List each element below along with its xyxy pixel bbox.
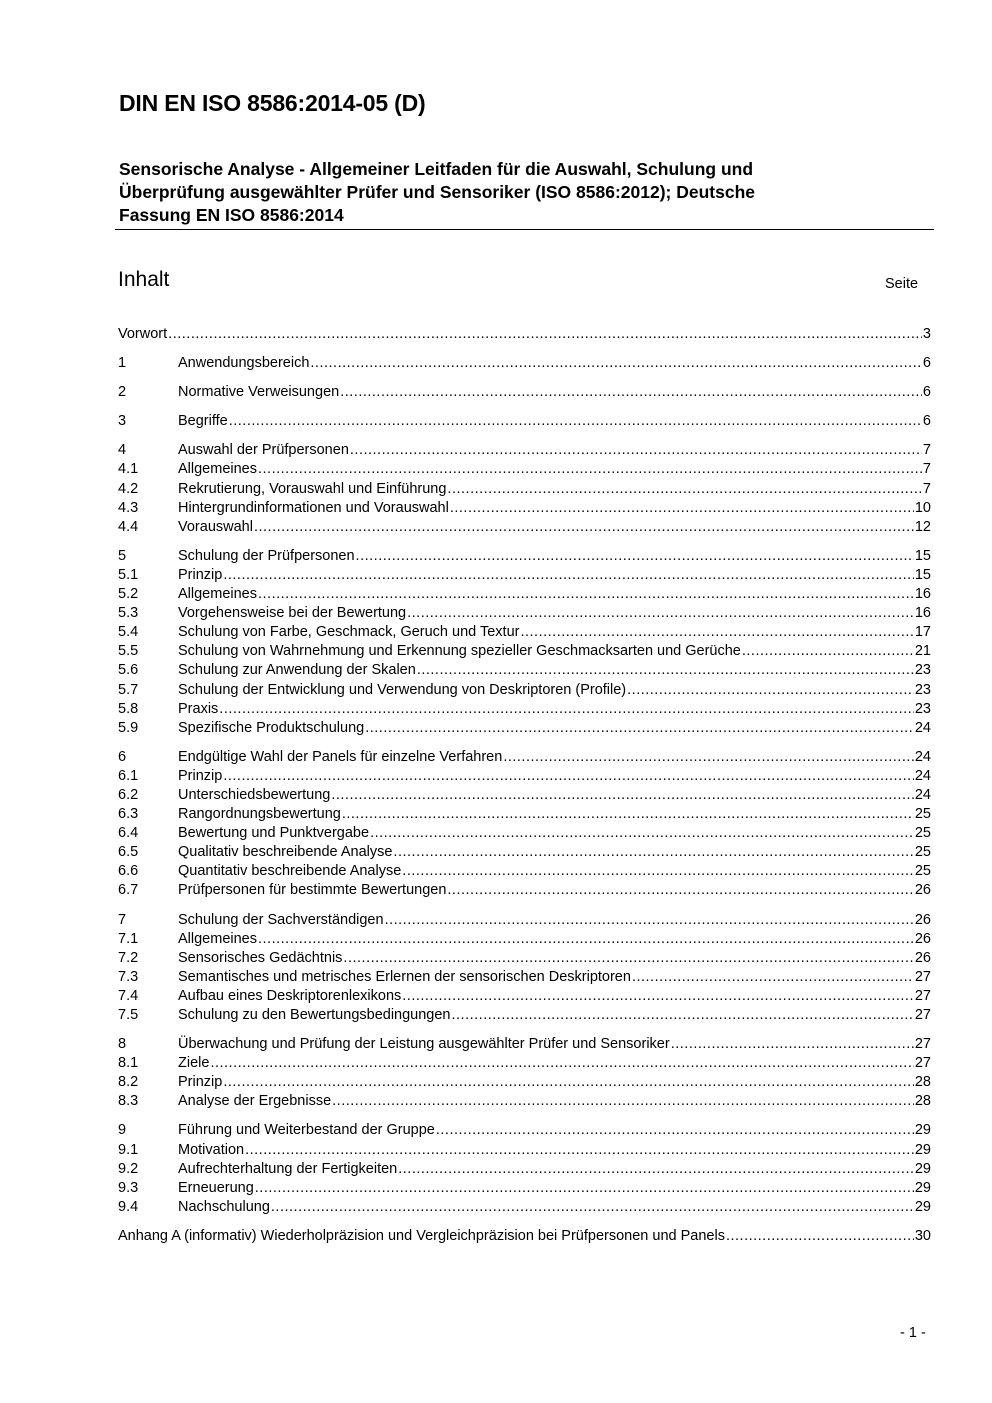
toc-leader-dots xyxy=(255,1179,914,1198)
toc-entry[interactable] xyxy=(118,862,931,881)
toc-leader-dots xyxy=(503,748,914,767)
toc-leader-dots xyxy=(402,862,914,881)
toc-entry-title: Ziele xyxy=(178,1055,210,1072)
toc-entry-page: 26 xyxy=(914,949,931,966)
toc-entry-page: 27 xyxy=(914,968,931,985)
toc-leader-dots xyxy=(627,681,914,700)
toc-entry[interactable] xyxy=(118,1006,931,1025)
toc-entry-title: Praxis xyxy=(178,700,219,717)
toc-entry[interactable] xyxy=(118,566,931,585)
toc-leader-dots xyxy=(520,623,913,642)
toc-entry-title: Rangordnungsbewertung xyxy=(178,806,341,823)
toc-entry-number: 6.6 xyxy=(118,863,139,880)
toc-entry-title: Schulung zur Anwendung der Skalen xyxy=(178,662,416,679)
toc-entry-page: 15 xyxy=(914,547,931,564)
toc-entry-number: 8 xyxy=(118,1036,127,1053)
toc-entry-title: Schulung von Wahrnehmung und Erkennung spezieller Geschmacksarten und Gerüche xyxy=(178,643,741,660)
toc-entry-title: Begriffe xyxy=(178,413,228,430)
toc-entry[interactable] xyxy=(118,987,931,1006)
toc-entry[interactable] xyxy=(118,642,931,661)
toc-entry-title: Führung und Weiterbestand der Gruppe xyxy=(178,1122,435,1139)
toc-entry-title: Prinzip xyxy=(178,566,223,583)
toc-entry-page: 26 xyxy=(914,930,931,947)
toc-entry-page: 16 xyxy=(914,605,931,622)
toc-entry[interactable] xyxy=(118,911,931,930)
toc-entry-title: Anhang A (informativ) Wiederholpräzision und Vergleichpräzision bei Prüfpersonen und Panels xyxy=(118,1227,725,1244)
toc-entry-page: 26 xyxy=(914,911,931,928)
toc-entry-page: 28 xyxy=(914,1074,931,1091)
toc-heading: Inhalt xyxy=(118,268,170,291)
toc-leader-dots xyxy=(310,354,922,373)
toc-entry-title: Prinzip xyxy=(178,1074,223,1091)
toc-leader-dots xyxy=(447,480,922,499)
page-number: - 1 - xyxy=(900,1325,926,1341)
toc-entry[interactable] xyxy=(118,719,931,738)
toc-entry[interactable] xyxy=(118,1160,931,1179)
toc-entry-page: 7 xyxy=(922,461,931,478)
toc-entry-title: Semantisches und metrisches Erlernen der sensorischen Deskriptoren xyxy=(178,968,631,985)
toc-entry-number: 6.4 xyxy=(118,825,139,842)
toc-entry-title: Schulung der Prüfpersonen xyxy=(178,547,355,564)
toc-leader-dots xyxy=(726,1227,914,1246)
toc-entry-number: 9 xyxy=(118,1122,127,1139)
table-of-contents xyxy=(118,325,931,1246)
toc-entry-number: 8.1 xyxy=(118,1055,139,1072)
toc-entry-page: 15 xyxy=(914,566,931,583)
toc-leader-dots xyxy=(365,719,914,738)
toc-entry-number: 7.5 xyxy=(118,1007,139,1023)
toc-entry-page: 17 xyxy=(914,624,931,641)
toc-entry-title: Erneuerung xyxy=(178,1179,254,1196)
subtitle-line: Überprüfung ausgewählter Prüfer und Sensoriker (ISO 8586:2012); Deutsche xyxy=(119,182,756,202)
toc-entry[interactable] xyxy=(118,383,931,402)
toc-entry-title: Hintergrundinformationen und Vorauswahl xyxy=(178,499,449,516)
toc-entry-page: 21 xyxy=(914,643,931,660)
toc-entry[interactable] xyxy=(118,325,931,344)
toc-entry[interactable] xyxy=(118,1121,931,1140)
toc-entry-title: Sensorisches Gedächtnis xyxy=(178,949,343,966)
toc-entry-number: 5.7 xyxy=(118,681,139,698)
toc-leader-dots xyxy=(671,1035,914,1054)
toc-entry-page: 23 xyxy=(914,700,931,717)
toc-entry-number: 7.2 xyxy=(118,949,139,966)
toc-entry-title: Endgültige Wahl der Panels für einzelne Verfahren xyxy=(178,748,503,765)
toc-leader-dots xyxy=(258,585,914,604)
toc-entry-page: 27 xyxy=(914,1055,931,1072)
toc-leader-dots xyxy=(398,1160,914,1179)
toc-leader-dots xyxy=(340,383,922,402)
toc-entry-title: Unterschiedsbewertung xyxy=(178,786,331,803)
toc-entry[interactable] xyxy=(118,786,931,805)
toc-entry[interactable] xyxy=(118,700,931,719)
toc-entry[interactable] xyxy=(118,1054,931,1073)
toc-entry[interactable] xyxy=(118,824,931,843)
toc-entry-number: 5.8 xyxy=(118,700,139,717)
toc-entry-number: 3 xyxy=(118,413,127,430)
toc-entry-title: Qualitativ beschreibende Analyse xyxy=(178,844,393,861)
toc-entry-number: 4.3 xyxy=(118,499,139,516)
toc-entry[interactable] xyxy=(118,441,931,460)
toc-entry[interactable] xyxy=(118,1198,931,1217)
toc-leader-dots xyxy=(452,1006,914,1025)
toc-entry-title: Prüfpersonen für bestimmte Bewertungen xyxy=(178,882,447,899)
toc-entry[interactable] xyxy=(118,1073,931,1092)
toc-entry-title: Motivation xyxy=(178,1141,245,1158)
toc-entry-title: Rekrutierung, Vorauswahl und Einführung xyxy=(178,480,447,497)
toc-leader-dots xyxy=(223,566,914,585)
toc-entry-number: 7.1 xyxy=(118,930,139,947)
toc-entry-number: 5.5 xyxy=(118,643,139,660)
toc-entry[interactable] xyxy=(118,623,931,642)
toc-entry-number: 7.4 xyxy=(118,987,139,1004)
toc-entry[interactable] xyxy=(118,604,931,623)
toc-leader-dots xyxy=(350,441,922,460)
toc-entry-number: 5.2 xyxy=(118,586,139,603)
toc-leader-dots xyxy=(229,412,922,431)
toc-entry-title: Auswahl der Prüfpersonen xyxy=(178,442,349,459)
toc-entry[interactable] xyxy=(118,930,931,949)
toc-entry-number: 6 xyxy=(118,748,127,765)
toc-entry[interactable] xyxy=(118,767,931,786)
toc-entry-page: 29 xyxy=(914,1122,931,1139)
toc-entry[interactable] xyxy=(118,1179,931,1198)
toc-entry-page: 6 xyxy=(922,355,931,372)
toc-leader-dots xyxy=(210,1054,913,1073)
toc-entry[interactable] xyxy=(118,881,931,900)
toc-leader-dots xyxy=(407,604,914,623)
toc-entry-title: Normative Verweisungen xyxy=(178,384,340,401)
toc-entry-number: 9.4 xyxy=(118,1198,139,1215)
toc-entry-title: Prinzip xyxy=(178,767,223,784)
toc-entry-page: 16 xyxy=(914,586,931,603)
toc-leader-dots xyxy=(417,661,914,680)
toc-entry-page: 3 xyxy=(922,326,931,342)
toc-entry-number: 7 xyxy=(118,911,127,928)
toc-entry-number: 4.2 xyxy=(118,480,139,497)
toc-entry[interactable] xyxy=(118,968,931,987)
toc-leader-dots xyxy=(450,499,914,518)
toc-entry-number: 6.1 xyxy=(118,767,139,784)
toc-entry[interactable] xyxy=(118,949,931,968)
toc-entry-number: 5.9 xyxy=(118,719,139,736)
toc-leader-dots xyxy=(258,460,922,479)
toc-entry-page: 30 xyxy=(914,1227,931,1244)
toc-leader-dots xyxy=(356,547,914,566)
toc-entry-title: Spezifische Produktschulung xyxy=(178,719,365,736)
toc-leader-dots xyxy=(332,1092,914,1111)
toc-entry[interactable] xyxy=(118,585,931,604)
toc-entry-title: Aufrechterhaltung der Fertigkeiten xyxy=(178,1160,398,1177)
toc-entry-number: 5.1 xyxy=(118,566,139,583)
toc-entry-page: 25 xyxy=(914,806,931,823)
toc-leader-dots xyxy=(402,987,914,1006)
toc-leader-dots xyxy=(271,1198,914,1217)
toc-entry-title: Vorwort xyxy=(118,326,168,342)
toc-entry-title: Anwendungsbereich xyxy=(178,355,310,372)
toc-entry-title: Aufbau eines Deskriptorenlexikons xyxy=(178,987,402,1004)
toc-entry-title: Schulung zu den Bewertungsbedingungen xyxy=(178,1007,451,1023)
toc-entry-number: 4.1 xyxy=(118,461,139,478)
toc-entry[interactable] xyxy=(118,460,931,479)
toc-entry-number: 5 xyxy=(118,547,127,564)
toc-entry-page: 28 xyxy=(914,1093,931,1110)
toc-leader-dots xyxy=(436,1121,914,1140)
toc-entry-page: 25 xyxy=(914,825,931,842)
toc-entry-number: 8.2 xyxy=(118,1074,139,1091)
toc-leader-dots xyxy=(223,767,914,786)
toc-entry[interactable] xyxy=(118,1227,931,1246)
toc-entry-title: Nachschulung xyxy=(178,1198,270,1215)
toc-entry-page: 23 xyxy=(914,662,931,679)
toc-entry-page: 25 xyxy=(914,844,931,861)
document-title: DIN EN ISO 8586:2014-05 (D) xyxy=(119,90,426,116)
toc-entry-number: 7.3 xyxy=(118,968,139,985)
toc-entry-page: 24 xyxy=(914,786,931,803)
toc-entry[interactable] xyxy=(118,661,931,680)
toc-entry-title: Vorauswahl xyxy=(178,518,253,535)
toc-entry-page: 29 xyxy=(914,1198,931,1215)
toc-entry-page: 27 xyxy=(914,987,931,1004)
toc-leader-dots xyxy=(343,949,913,968)
toc-entry-page: 24 xyxy=(914,767,931,784)
toc-leader-dots xyxy=(331,786,914,805)
toc-entry-page: 29 xyxy=(914,1160,931,1177)
toc-entry-number: 9.2 xyxy=(118,1160,139,1177)
toc-entry-title: Analyse der Ergebnisse xyxy=(178,1093,332,1110)
subtitle-line: Sensorische Analyse - Allgemeiner Leitfaden für die Auswahl, Schulung und xyxy=(119,159,754,179)
toc-entry-page: 27 xyxy=(914,1036,931,1053)
toc-entry-number: 4.4 xyxy=(118,518,139,535)
toc-entry[interactable] xyxy=(118,1141,931,1160)
toc-entry-number: 6.3 xyxy=(118,806,139,823)
toc-entry[interactable] xyxy=(118,412,931,431)
subtitle-line: Fassung EN ISO 8586:2014 xyxy=(119,205,344,225)
toc-entry-page: 12 xyxy=(914,518,931,535)
toc-entry-page: 29 xyxy=(914,1141,931,1158)
toc-entry[interactable] xyxy=(118,547,931,566)
toc-entry-page: 24 xyxy=(914,719,931,736)
toc-leader-dots xyxy=(245,1141,914,1160)
toc-entry-title: Bewertung und Punktvergabe xyxy=(178,825,370,842)
toc-entry-page: 24 xyxy=(914,748,931,765)
toc-entry-title: Vorgehensweise bei der Bewertung xyxy=(178,605,407,622)
toc-entry[interactable] xyxy=(118,843,931,862)
toc-leader-dots xyxy=(223,1073,914,1092)
toc-entry-page: 23 xyxy=(914,681,931,698)
toc-entry-title: Quantitativ beschreibende Analyse xyxy=(178,863,402,880)
toc-page-column-label: Seite xyxy=(885,276,919,292)
toc-leader-dots xyxy=(342,805,914,824)
toc-entry-page: 29 xyxy=(914,1179,931,1196)
toc-leader-dots xyxy=(447,881,913,900)
toc-entry[interactable] xyxy=(118,1035,931,1054)
toc-entry-number: 5.3 xyxy=(118,605,139,622)
toc-entry[interactable] xyxy=(118,499,931,518)
toc-entry-number: 5.4 xyxy=(118,624,139,641)
toc-leader-dots xyxy=(385,911,914,930)
toc-leader-dots xyxy=(219,700,914,719)
toc-leader-dots xyxy=(742,642,914,661)
toc-entry-title: Schulung der Entwicklung und Verwendung von Deskriptoren (Profile) xyxy=(178,681,627,698)
toc-entry[interactable] xyxy=(118,518,931,537)
toc-entry-page: 27 xyxy=(914,1007,931,1023)
toc-leader-dots xyxy=(254,518,914,537)
toc-entry-page: 6 xyxy=(922,384,931,401)
toc-entry-title: Allgemeines xyxy=(178,461,257,478)
toc-entry-number: 9.3 xyxy=(118,1179,139,1196)
toc-entry[interactable] xyxy=(118,748,931,767)
toc-entry-title: Überwachung und Prüfung der Leistung ausgewählter Prüfer und Sensoriker xyxy=(178,1036,670,1053)
toc-entry[interactable] xyxy=(118,480,931,499)
toc-leader-dots xyxy=(632,968,914,987)
toc-entry-number: 9.1 xyxy=(118,1141,139,1158)
toc-entry[interactable] xyxy=(118,805,931,824)
toc-entry[interactable] xyxy=(118,1092,931,1111)
toc-leader-dots xyxy=(168,325,922,344)
toc-entry-number: 8.3 xyxy=(118,1093,139,1110)
toc-entry-title: Allgemeines xyxy=(178,930,257,947)
toc-entry-page: 26 xyxy=(914,882,931,899)
toc-entry-page: 7 xyxy=(922,442,931,459)
toc-entry[interactable] xyxy=(118,681,931,700)
toc-entry-page: 10 xyxy=(914,499,931,516)
toc-entry-title: Schulung von Farbe, Geschmack, Geruch und Textur xyxy=(178,624,520,641)
document-subtitle xyxy=(119,158,919,227)
toc-entry-page: 6 xyxy=(922,413,931,430)
toc-entry[interactable] xyxy=(118,354,931,373)
toc-entry-number: 6.7 xyxy=(118,882,139,899)
toc-entry-page: 7 xyxy=(922,480,931,497)
toc-entry-title: Allgemeines xyxy=(178,586,257,603)
toc-entry-title: Schulung der Sachverständigen xyxy=(178,911,384,928)
toc-leader-dots xyxy=(370,824,914,843)
toc-leader-dots xyxy=(393,843,913,862)
toc-entry-number: 6.2 xyxy=(118,786,139,803)
toc-leader-dots xyxy=(258,930,914,949)
toc-entry-number: 4 xyxy=(118,442,127,459)
toc-entry-number: 2 xyxy=(118,384,127,401)
toc-entry-number: 1 xyxy=(118,355,127,372)
toc-entry-number: 6.5 xyxy=(118,844,139,861)
toc-entry-page: 25 xyxy=(914,863,931,880)
title-divider xyxy=(115,229,934,230)
toc-entry-number: 5.6 xyxy=(118,662,139,679)
